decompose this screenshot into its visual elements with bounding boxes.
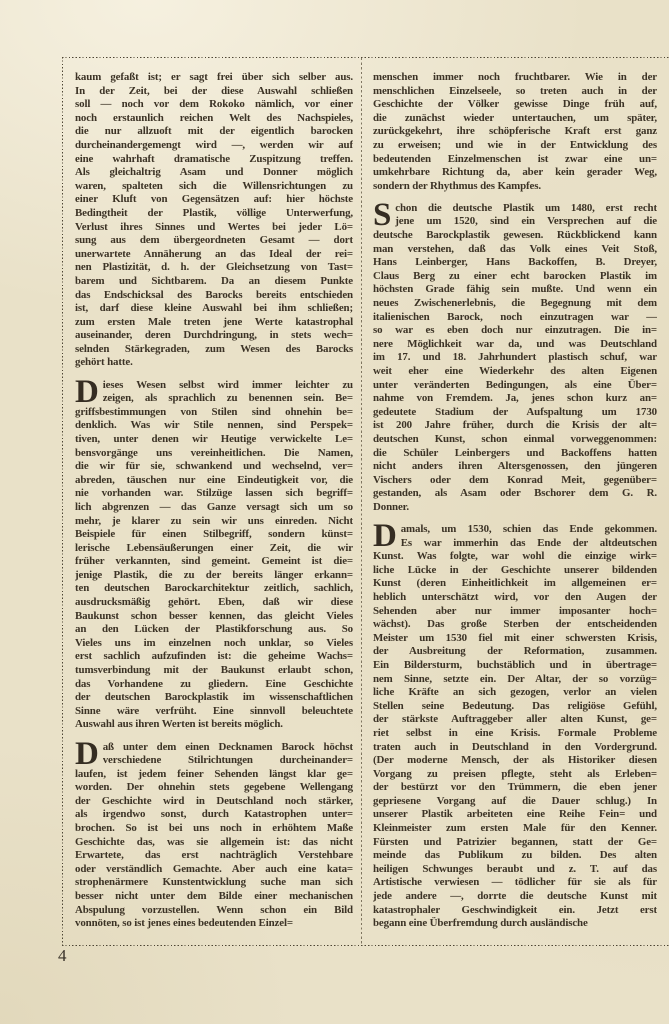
- text-line: die wir für sie, schwankend und wechselnd, ver=: [75, 460, 353, 473]
- text-line: Sehenden aber nur immer imposanter hoch=: [373, 604, 657, 617]
- drop-cap-initial: S: [373, 196, 392, 233]
- text-line: nen Plastizität, d. h. der Gleichsetzung von Tast=: [75, 261, 353, 274]
- text-line: aß unter dem einen Decknamen Barock höchst: [102, 740, 353, 753]
- text-line: bedeutenden Einzelmenschen ist zwar eine un=: [373, 152, 657, 165]
- text-line: tiven, unter denen wir Heutige verwickelte Le=: [75, 432, 353, 445]
- text-line: Artistische verwiesen — tödlicher für sie als für: [373, 876, 657, 889]
- text-line: unter veränderten Bedingungen, als eine Über=: [373, 378, 657, 391]
- text-line: deutschen Kunst, schon einmal vorweggenommen:: [373, 432, 657, 445]
- text-line: soll — noch vor dem Rokoko nämlich, vor einer: [75, 98, 353, 111]
- paragraph: [373, 518, 657, 931]
- text-line: lerische Lebensäußerungen einer Zeit, die wir: [75, 541, 353, 554]
- text-line: Stellen seine Bedeutung. Das religiöse Gefühl,: [373, 699, 657, 712]
- text-line: Fürsten und Patrizier begannen, statt der Ge=: [373, 835, 657, 848]
- text-line: die Schüler Leinbergers und Backoffens hatten: [373, 446, 657, 459]
- text-line: sung aus dem übergeordneten Gesamt — dort: [75, 234, 353, 247]
- text-line: an den Lücken der Plastikforschung aus. So: [75, 623, 353, 636]
- text-line: Als gleichaltrig Asam und Donner möglich: [75, 166, 353, 179]
- text-line: zu erweisen; und wie in der Entwicklung des: [373, 138, 657, 151]
- text-line: einer Kluft von Gegensätzen auf: hier höchste: [75, 193, 353, 206]
- text-line: vonnöten, so ist jenes eines bedeutenden Einzel=: [75, 917, 293, 930]
- text-line: gestanden, als Asam oder Bschorer dem G. R.: [373, 487, 657, 500]
- text-line: Geschichte das, was sie allgemein ist: das nicht: [75, 835, 353, 848]
- text-line: nem Sinne, setzte ein. Der Altar, der so vorzüg=: [373, 672, 657, 685]
- drop-cap-initial: D: [75, 373, 99, 410]
- text-line: ausdrucksmäßig gehört. Eben, daß wir diese: [75, 596, 353, 609]
- text-line: durcheinandergemengt wird —, werden wir auf: [75, 138, 353, 151]
- text-line: nere Möglichkeit war da, und was Deutschland: [373, 337, 657, 350]
- text-line: amals, um 1530, schien das Ende gekommen.: [400, 523, 657, 535]
- text-line: Abspulung vorzustellen. Wenn schon ein Bild: [75, 903, 353, 916]
- text-line: nicht anders ihren Altersgenossen, den jüngeren: [373, 460, 657, 473]
- text-line: deutsche Barockplastik gewesen. Rückblickend kann: [373, 229, 657, 242]
- text-line: verschiedene Stilrichtungen durcheinander=: [102, 754, 353, 767]
- text-line: menschlichen Einzelseele, so treten auch in der: [373, 84, 657, 97]
- text-line: gedeutete Stadium der Aufspaltung um 1730: [373, 405, 657, 418]
- text-line: begann eine Überfremdung durch ausländische: [373, 917, 588, 930]
- text-line: zeigen, als sprachlich zu benennen sein. Be=: [102, 392, 353, 405]
- text-line: umkehrbare Richtung da, aber kein gerader Weg,: [373, 166, 657, 179]
- drop-cap-initial: D: [75, 735, 99, 772]
- text-line: die nur allzuoft mit der eigentlich barocken: [75, 125, 353, 138]
- text-line: brochen. So ist bei uns noch in erhöhtem Maße: [75, 822, 353, 835]
- text-line: kaum gefaßt ist; er sagt frei über sich selber aus.: [75, 71, 353, 83]
- text-line: der stärkste Auftraggeber aller alten Kunst, ge=: [373, 713, 657, 726]
- text-line: strophenärmere Kunstentwicklung suche man sich: [75, 876, 353, 889]
- text-line: jene um 1520, sind ein Versprechen auf die: [395, 215, 657, 228]
- text-line: Vorgang zu preisen pflegte, steht als Erleben=: [373, 767, 657, 780]
- text-line: Kunst (deren Einheitlichkeit im allgemeinen er=: [373, 577, 657, 590]
- text-line: traten auch in Deutschland in den Vordergrund.: [373, 740, 657, 753]
- text-line: weit eher eine Wiederkehr des alten Eigenen: [373, 364, 657, 377]
- text-column-right: [373, 71, 657, 931]
- text-line: lich abgrenzen — das Ganze versagt sich um so: [75, 500, 353, 513]
- text-line: zum ersten Male treten jene Werte katastrophal: [75, 315, 353, 328]
- text-line: heblich unterschätzt wird, vor den Augen der: [373, 590, 657, 603]
- text-line: Geschichte der Völker gewisse Dinge früh auf,: [373, 98, 657, 111]
- text-column-left: [75, 71, 353, 931]
- text-line: jede andere —, dorrte die deutsche Kunst mit: [373, 890, 657, 903]
- text-line: das Vorhandene zu gliedern. Eine Geschichte: [75, 677, 353, 690]
- text-line: Kleinmeister zum ersten Male für den Kenner.: [373, 822, 657, 835]
- text-line: man verstehen, daß das Volk eines Veit Stoß,: [373, 242, 657, 255]
- paragraph: [75, 735, 353, 931]
- text-line: zurückgekehrt, ihre schöpferische Kraft erst ganz: [373, 125, 657, 138]
- text-line: wächst). Das große Sterben der entscheidenden: [373, 618, 657, 631]
- text-line: eine wahrhaft dramatische Zuspitzung treffen.: [75, 152, 353, 165]
- text-line: erst sachlich aufzufinden ist: die geheime Wachs=: [75, 650, 353, 663]
- text-line: ist 200 Jahre früher, durch die Krisis der alt=: [373, 419, 657, 432]
- text-line: besser nicht unter dem Bilde einer mechanischen: [75, 890, 353, 903]
- paragraph: [75, 373, 353, 732]
- text-line: Hans Leinberger, Hans Backoffen, B. Dreyer,: [373, 256, 657, 269]
- paragraph: [75, 71, 353, 370]
- text-line: der bestürzt vor den Trümmern, die eben jener: [373, 781, 657, 794]
- text-line: der deutschen Barockplastik im wissenschaftlichen: [75, 691, 353, 704]
- text-line: Es war immerhin das Ende der altdeutschen: [400, 536, 657, 549]
- text-line: meinde das Publikum zu bilden. Des alten: [373, 849, 657, 862]
- text-line: jenige Plastik, die zu der bereits länger erkann=: [75, 568, 353, 581]
- page-frame-left-border: [62, 57, 63, 946]
- text-line: laufen, ist jedem feiner Sehenden längst klar ge=: [75, 767, 353, 780]
- text-line: Bedingtheit der Plastik, völlige Unterwerfung,: [75, 206, 353, 219]
- text-line: Sinne wäre verfrüht. Eine sinnvoll beleuchtete: [75, 704, 353, 717]
- text-line: unerwartete Annäherung an das Ideal der rei=: [75, 247, 353, 260]
- text-line: Ein Bildersturm, buchstäblich und in übertrage=: [373, 658, 657, 671]
- text-line: auseinander, deren Durchdringung, in stets wech=: [75, 329, 353, 342]
- text-line: katastrophaler Geschwindigkeit ein. Jetzt erst: [373, 903, 657, 916]
- text-line: gehört hatte.: [75, 356, 133, 369]
- text-line: die zunächst wieder untertauchen, um später,: [373, 111, 657, 124]
- column-divider-rule: [361, 58, 362, 945]
- text-line: Verlust ihres Sinnes und Wertes bei jeder Lö=: [75, 220, 353, 233]
- page-frame-bottom-border: [62, 945, 669, 946]
- text-line: heiligen Schwunges beraubt und z. T. auf das: [373, 862, 657, 875]
- text-line: oder verständlich Gemachte. Aber auch eine kata=: [75, 862, 353, 875]
- text-line: das Endschicksal des Barocks bereits entschieden: [75, 288, 353, 301]
- text-line: liche Kräfte an sich gezogen, verlor an vielen: [373, 686, 657, 699]
- text-line: selnden Stärkegraden, zum Wesen des Barocks: [75, 342, 353, 355]
- text-line: liche Lücke in der Geschichte unserer bildenden: [373, 563, 657, 576]
- text-line: chon die deutsche Plastik um 1480, erst recht: [395, 201, 657, 214]
- text-line: neues Zwischenerlebnis, die Begegnung mit dem: [373, 297, 657, 309]
- text-line: Vischers oder dem Konrad Meit, gegenüber=: [373, 473, 657, 486]
- text-line: so war es eben doch nur einzutragen. Die in=: [373, 324, 657, 337]
- page-frame-top-border: [62, 57, 669, 58]
- text-line: mehr, je klarer zu sein wir uns einreden. Nicht: [75, 514, 353, 527]
- text-line: Beispiele für einen Stilbegriff, sondern künst=: [75, 528, 353, 541]
- text-line: Auswahl aus ihren Werten ist bereits möglich.: [75, 718, 283, 731]
- text-line: der Geschichte wird in Deutschland noch stärker,: [75, 794, 353, 807]
- text-line: (Der moderne Mensch, der als Historiker diesen: [373, 754, 657, 767]
- paragraph: [373, 196, 657, 515]
- text-line: tumsverbindung mit der Baukunst erlaubt schon,: [75, 664, 353, 677]
- text-line: als irgendwo sonst, durch Katastrophen unter=: [75, 808, 353, 821]
- text-line: waren, spalteten sich die Willensrichtungen zu: [75, 179, 353, 192]
- text-line: denklich. Was wir Stile nennen, sind Perspek=: [75, 419, 353, 432]
- text-line: ieses Wesen selbst wird immer leichter zu: [102, 378, 353, 391]
- text-line: barem und Sichtbarem. Da an diesem Punkte: [75, 274, 353, 287]
- text-line: ist, darf diese kleine Auswahl bei ihm schließen;: [75, 302, 353, 315]
- text-line: Claus Berg zu einer echt barocken Plastik im: [373, 269, 657, 282]
- text-line: nie vorhanden war. Stilzüge lassen sich begriff=: [75, 487, 353, 500]
- text-line: früher verkannten, sind gemeint. Gemeint ist die=: [75, 555, 353, 568]
- text-line: sondern der Rhythmus des Kampfes.: [373, 179, 541, 192]
- text-line: noch erstaunlich reichen Welt des Nachspieles,: [75, 111, 353, 124]
- text-line: Donner.: [373, 500, 409, 513]
- text-line: Erwartete, das erst nachträglich Verstehbare: [75, 849, 353, 862]
- text-line: unserer Plastik arbeiteten eine Reihe Fein= und: [373, 808, 657, 821]
- text-line: gepriesene Vorgang auf die Dauer schlug.) In: [373, 794, 657, 807]
- text-line: ten deutschen Barockarchitektur zeitlich, sachlich,: [75, 582, 353, 595]
- drop-cap-initial: D: [373, 518, 397, 554]
- text-line: worden. Der ohnehin stets gegebene Wellengang: [75, 781, 353, 794]
- paragraph: [373, 71, 657, 193]
- text-line: nahme von Fremdem. Ja, jenes schon kurz an=: [373, 392, 657, 405]
- text-line: bensvorgänge uns vereinheitlichen. Die Namen,: [75, 446, 353, 459]
- text-line: italienischen Barock, noch einzutragen war —: [373, 310, 657, 323]
- text-line: höchsten Grade fähig sein mußte. Und wenn ein: [373, 283, 657, 296]
- text-line: griffsbestimmungen von Stilen sind ohnehin be=: [75, 405, 353, 418]
- text-line: im 17. und 18. Jahrhundert plastisch schuf, war: [373, 351, 657, 364]
- text-line: Vieles uns im einzelnen noch unklar, so Vieles: [75, 636, 353, 649]
- text-line: abreden, täuschen nur eine Eindeutigkeit vor, die: [75, 473, 353, 486]
- text-line: riet selbst in eine Krisis. Formale Probleme: [373, 726, 657, 739]
- text-line: Meister um 1530 fiel mit einer schwersten Krisis,: [373, 631, 657, 644]
- text-line: Kunst. Was folgte, war wohl die einzige wirk=: [373, 550, 657, 563]
- text-line: In der Zeit, bei der diese Auswahl schließen: [75, 84, 353, 97]
- text-line: Baukunst schon besser kennen, das gleicht Vieles: [75, 609, 353, 622]
- page-number: 4: [58, 946, 67, 965]
- text-line: der Ausbreitung der Reformation, zusammen.: [373, 645, 657, 658]
- text-line: menschen immer noch fruchtbarer. Wie in der: [373, 71, 657, 83]
